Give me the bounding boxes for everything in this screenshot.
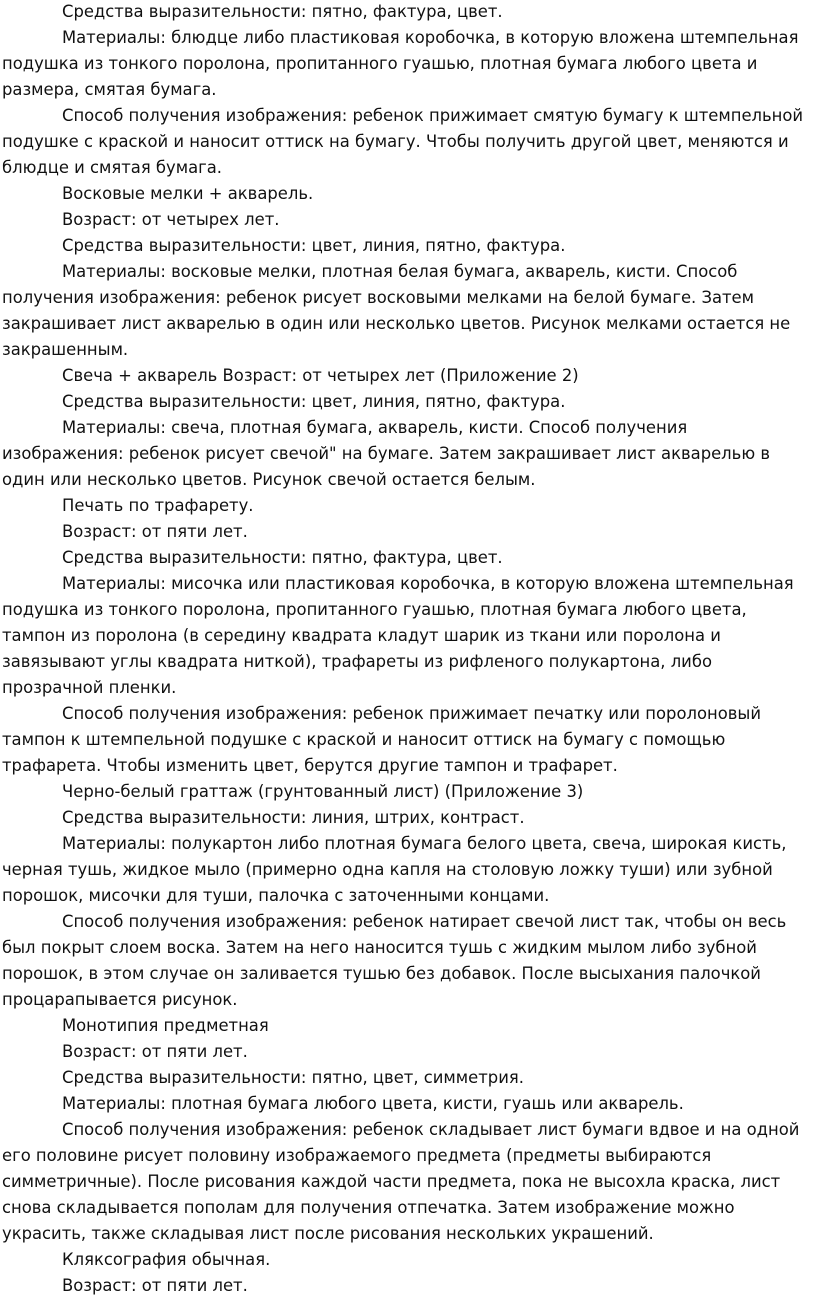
paragraph: Материалы: полукартон либо плотная бумага белого цвета, свеча, широкая кисть, черная тушь, жидкое мыло (примерно одна капля на столовую ложку туши) или зубной порошок, мисочки для туши, палочка с заточенными концами. — [2, 834, 787, 905]
paragraph: Средства выразительности: пятно, фактура, цвет. — [62, 548, 503, 567]
paragraph: Способ получения изображения: ребенок прижимает смятую бумагу к штемпельной подушке с краской и наносит оттиск на бумагу. Чтобы получить другой цвет, меняются и блюдце и смятая бумага. — [2, 106, 804, 177]
paragraph: Материалы: восковые мелки, плотная белая бумага, акварель, кисти. Способ получения изображения: ребенок рисует восковыми мелками на белой бумаге. Затем закрашивает лист акварелью в один или несколько цветов. Рисунок мелками остается не закрашенным. — [2, 262, 791, 359]
paragraph: Материалы: блюдце либо пластиковая коробочка, в которую вложена штемпельная подушка из тонкого поролона, пропитанного гуашью, плотная бумага любого цвета и размера, смятая бумага. — [2, 28, 799, 99]
paragraph: Материалы: плотная бумага любого цвета, кисти, гуашь или акварель. — [62, 1094, 684, 1113]
paragraph: Способ получения изображения: ребенок складывает лист бумаги вдвое и на одной его половине рисует половину изображаемого предмета (предметы выбираются симметричные). После рисования каждой части предмета, пока не высохла краска, лист снова складывается пополам для получения отпечатка. Затем изображение можно украсить, также складывая лист после рисования нескольких украшений. — [2, 1120, 800, 1243]
paragraph: Возраст: от пяти лет. — [62, 522, 248, 541]
paragraph: Возраст: от пяти лет. — [62, 1276, 248, 1295]
paragraph: Средства выразительности: цвет, линия, пятно, фактура. — [62, 392, 566, 411]
paragraph: Средства выразительности: цвет, линия, пятно, фактура. — [62, 236, 566, 255]
paragraph: Кляксография обычная. — [62, 1250, 271, 1269]
paragraph: Черно-белый граттаж (грунтованный лист) (Приложение 3) — [62, 782, 584, 801]
paragraph: Возраст: от пяти лет. — [62, 1042, 248, 1061]
paragraph: Средства выразительности: пятно, фактура, цвет. — [62, 2, 503, 21]
paragraph: Восковые мелки + акварель. — [62, 184, 314, 203]
paragraph: Способ получения изображения: ребенок прижимает печатку или поролоновый тампон к штемпельной подушке с краской и наносит оттиск на бумагу с помощью трафарета. Чтобы изменить цвет, берутся другие тампон и трафарет. — [2, 704, 761, 775]
paragraph: Средства выразительности: пятно, цвет, симметрия. — [62, 1068, 524, 1087]
paragraph: Возраст: от четырех лет. — [62, 210, 280, 229]
paragraph: Средства выразительности: линия, штрих, контраст. — [62, 808, 525, 827]
paragraph: Монотипия предметная — [62, 1016, 269, 1035]
paragraph: Печать по трафарету. — [62, 496, 254, 515]
paragraph: Материалы: мисочка или пластиковая коробочка, в которую вложена штемпельная подушка из тонкого поролона, пропитанного гуашью, плотная бумага любого цвета, тампон из поролона (в середину квадрата кладут шарик из ткани или поролона и завязывают углы квадрата ниткой), трафареты из рифленого полукартона, либо прозрачной пленки. — [2, 574, 794, 697]
paragraph: Способ получения изображения: ребенок натирает свечой лист так, чтобы он весь был покрыт слоем воска. Затем на него наносится тушь с жидким мылом либо зубной порошок, в этом случае он заливается тушью без добавок. После высыхания палочкой процарапывается рисунок. — [2, 912, 787, 1009]
paragraph: Свеча + акварель Возраст: от четырех лет (Приложение 2) — [62, 366, 579, 385]
paragraph: Материалы: свеча, плотная бумага, акварель, кисти. Способ получения изображения: ребенок рисует свечой" на бумаге. Затем закрашивает лист акварелью в один или несколько цветов. Рисунок свечой остается белым. — [2, 418, 770, 489]
